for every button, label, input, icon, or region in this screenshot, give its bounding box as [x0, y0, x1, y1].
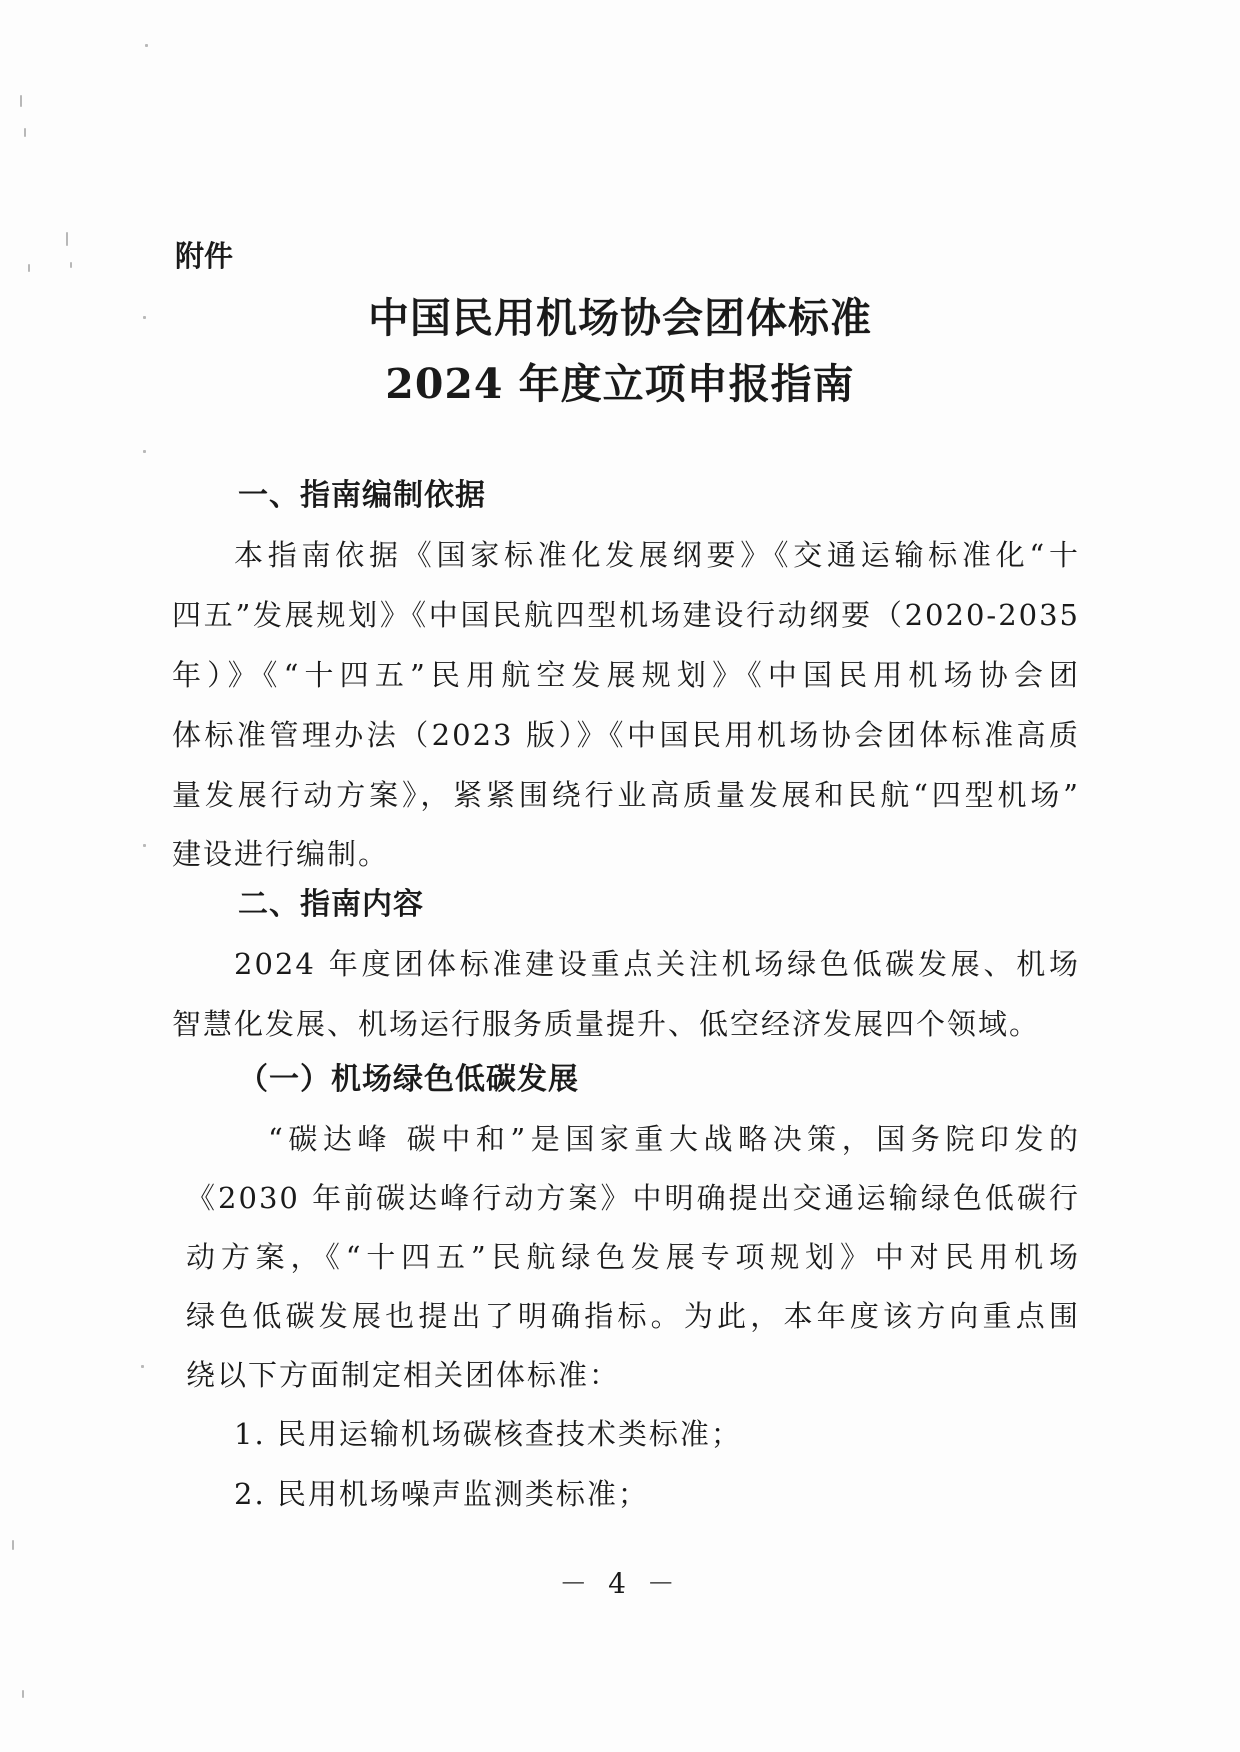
- paragraph-line: 2024 年度团体标准建设重点关注机场绿色低碳发展、机场: [234, 947, 1080, 981]
- paragraph-line: 动方案，《“十四五”民航绿色发展专项规划》中对民用机场: [186, 1240, 1080, 1274]
- section-heading: 二、指南内容: [238, 887, 424, 922]
- scan-speck: [143, 450, 146, 453]
- paragraph-line: 四五”发展规划》《中国民航四型机场建设行动纲要（2020-2035: [172, 598, 1080, 632]
- subsection-heading: （一）机场绿色低碳发展: [238, 1062, 579, 1097]
- paragraph-line: 绕以下方面制定相关团体标准：: [186, 1358, 621, 1392]
- scan-speck: [12, 1540, 14, 1550]
- list-item: 1. 民用运输机场碳核查技术类标准；: [234, 1417, 742, 1451]
- scan-speck: [22, 1690, 24, 1698]
- scan-speck: [66, 232, 68, 246]
- section-heading: 一、指南编制依据: [238, 478, 486, 513]
- paragraph-line: 绿色低碳发展也提出了明确指标。为此，本年度该方向重点围: [186, 1299, 1080, 1333]
- paragraph-line: 建设进行编制。: [172, 837, 390, 871]
- page-number: － 4 －: [559, 1567, 681, 1600]
- paragraph-line: 《2030 年前碳达峰行动方案》中明确提出交通运输绿色低碳行: [186, 1181, 1080, 1215]
- scan-speck: [24, 128, 26, 137]
- list-item: 2. 民用机场噪声监测类标准；: [234, 1477, 649, 1511]
- scan-speck: [141, 1365, 144, 1368]
- scan-speck: [28, 264, 30, 272]
- document-title-line-1: 中国民用机场协会团体标准: [368, 294, 872, 342]
- scan-speck: [20, 95, 22, 107]
- paragraph-line: 量发展行动方案》，紧紧围绕行业高质量发展和民航“四型机场”: [172, 778, 1080, 812]
- paragraph-line: 年）》《“十四五”民用航空发展规划》《中国民用机场协会团: [172, 658, 1080, 692]
- paragraph-line: 体标准管理办法（2023 版）》《中国民用机场协会团体标准高质: [172, 718, 1080, 752]
- scan-speck: [70, 262, 72, 268]
- paragraph-line: “碳达峰 碳中和”是国家重大战略决策，国务院印发的: [268, 1122, 1080, 1156]
- paragraph-line: 本指南依据《国家标准化发展纲要》《交通运输标准化“十: [234, 538, 1080, 572]
- attachment-label: 附件: [175, 239, 234, 273]
- paragraph-line: 智慧化发展、机场运行服务质量提升、低空经济发展四个领域。: [172, 1007, 1041, 1041]
- scan-speck: [145, 44, 148, 47]
- document-title-line-2: 2024 年度立项申报指南: [385, 360, 855, 408]
- scan-speck: [143, 844, 146, 847]
